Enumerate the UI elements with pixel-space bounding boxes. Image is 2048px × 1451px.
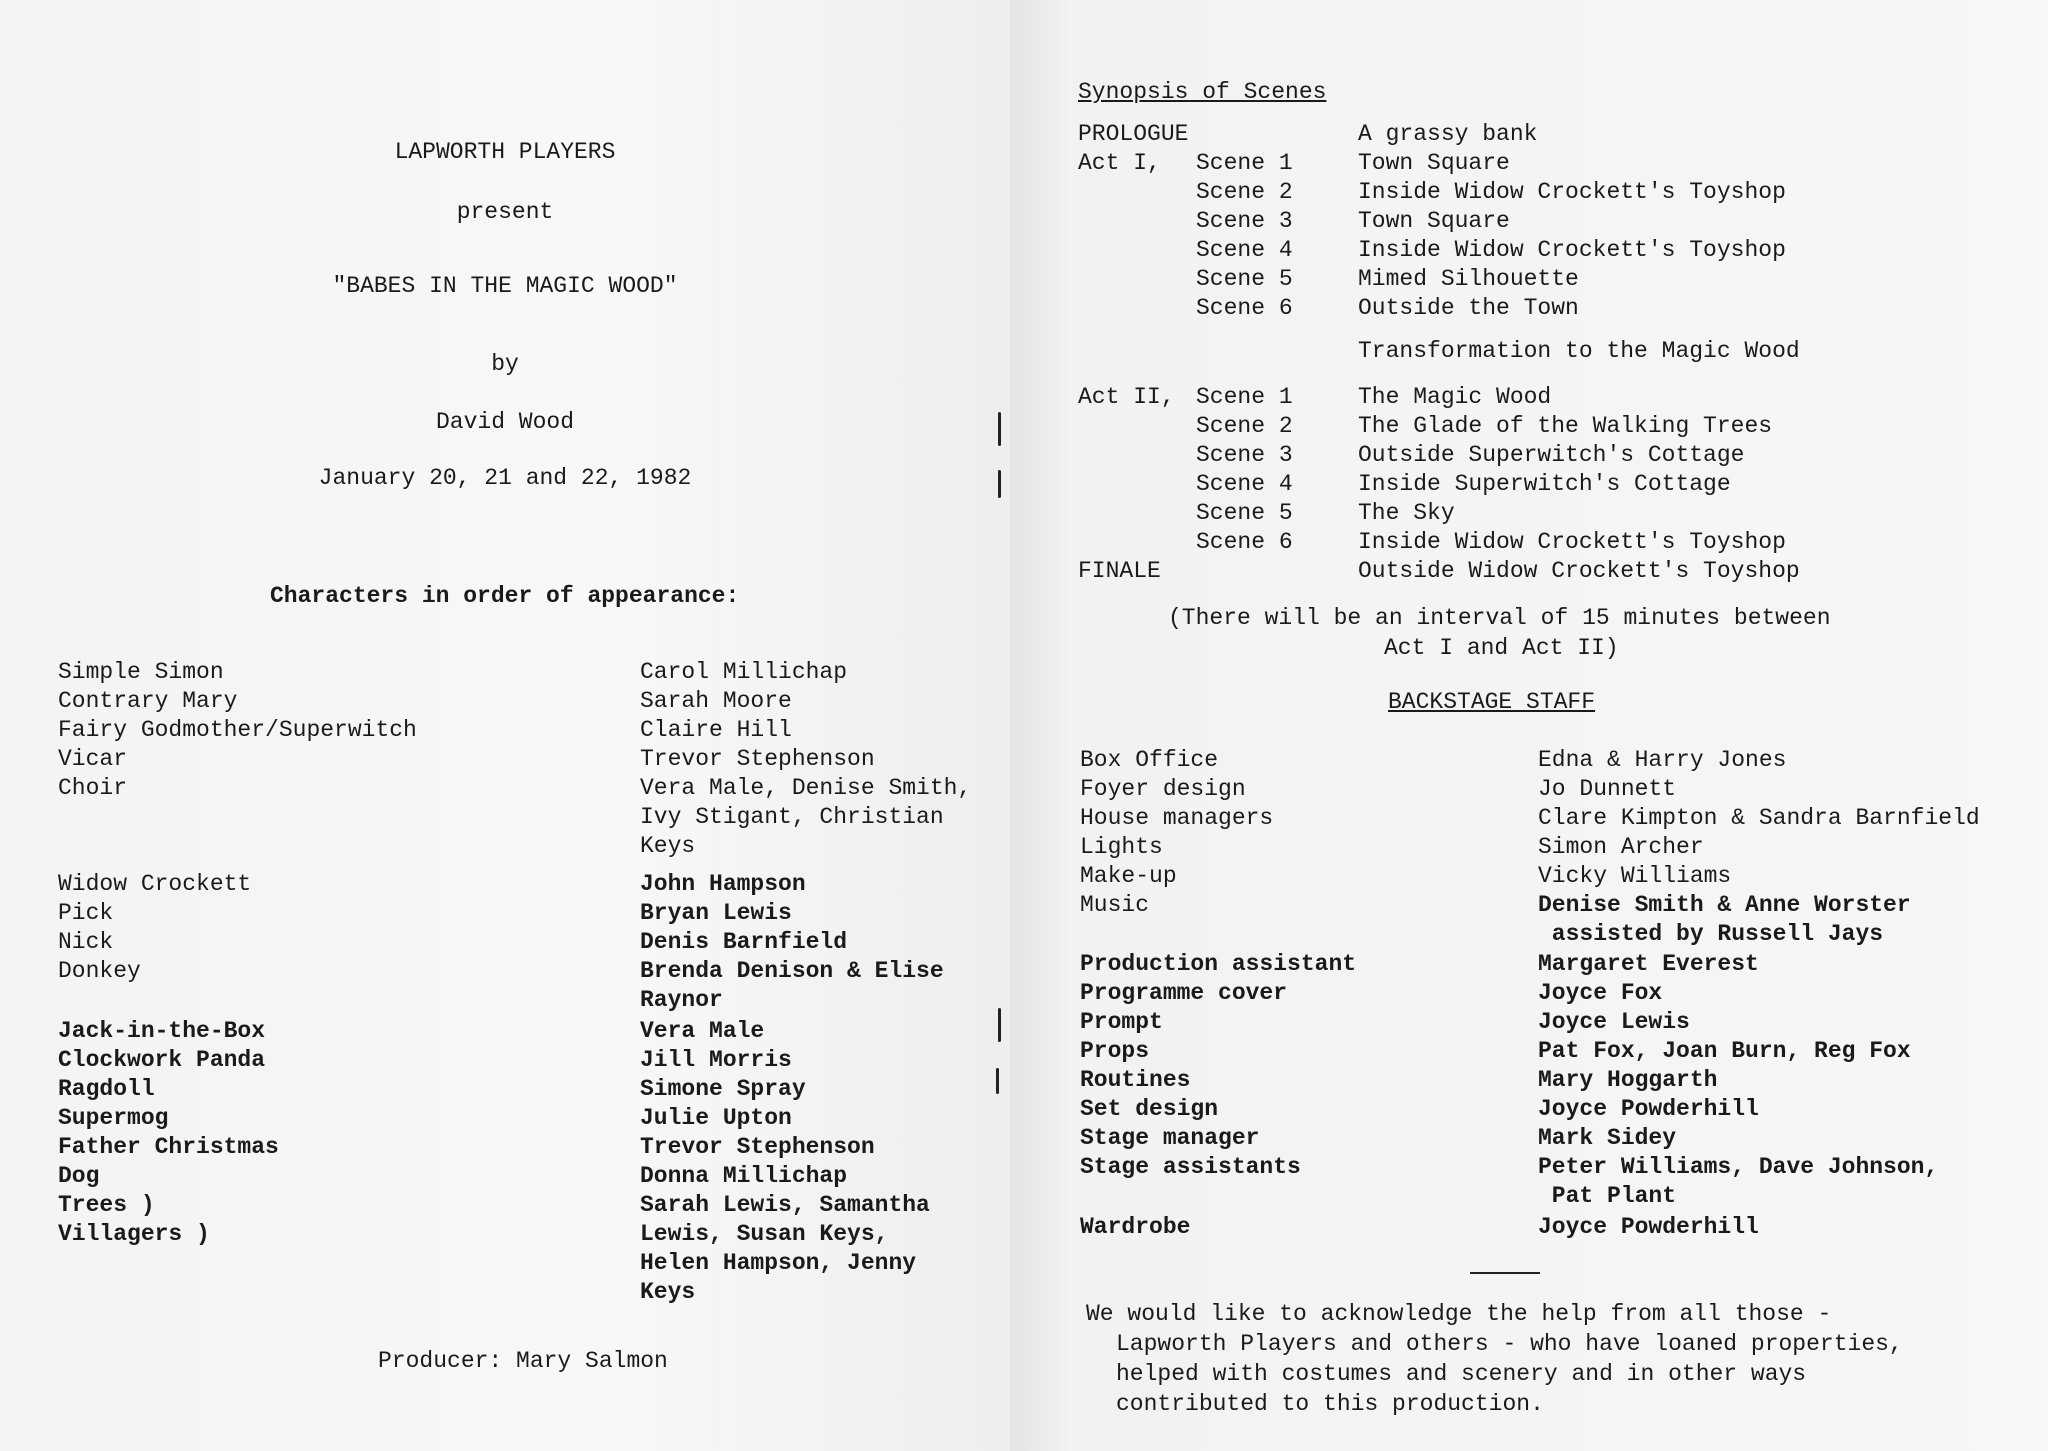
scene-act: FINALE [1078, 558, 1161, 584]
spine-mark [996, 1068, 999, 1094]
scene-number: Scene 5 [1196, 500, 1293, 526]
cast-role: Father Christmas [58, 1134, 279, 1160]
scene-setting: The Glade of the Walking Trees [1358, 413, 1773, 439]
cast-actor: Claire Hill [640, 717, 792, 743]
synopsis-heading: Synopsis of Scenes [1078, 79, 1327, 105]
spine-mark [998, 470, 1001, 498]
by-label: by [491, 351, 519, 377]
cast-actor: Carol Millichap [640, 659, 848, 685]
staff-job: Programme cover [1080, 980, 1288, 1006]
staff-job: Stage assistants [1080, 1154, 1301, 1180]
cast-actor: Sarah Lewis, Samantha [640, 1192, 930, 1218]
staff-name: Clare Kimpton & Sandra Barnfield [1538, 805, 1980, 831]
cast-actor: Trevor Stephenson [640, 746, 875, 772]
cast-role: Dog [58, 1163, 100, 1189]
staff-job: Production assistant [1080, 951, 1357, 977]
scene-setting: Inside Widow Crockett's Toyshop [1358, 529, 1786, 555]
staff-job: House managers [1080, 805, 1274, 831]
cast-actor: Brenda Denison & Elise [640, 958, 944, 984]
characters-heading: Characters in order of appearance: [270, 583, 740, 609]
staff-name: Vicky Williams [1538, 863, 1732, 889]
cast-actor: Denis Barnfield [640, 929, 848, 955]
scene-setting: Outside the Town [1358, 295, 1579, 321]
staff-job: Stage manager [1080, 1125, 1260, 1151]
cast-role: Simple Simon [58, 659, 224, 685]
cast-actor: Simone Spray [640, 1076, 806, 1102]
cast-actor: Lewis, Susan Keys, [640, 1221, 889, 1247]
scene-number: Scene 3 [1196, 442, 1293, 468]
staff-job: Box Office [1080, 747, 1219, 773]
scene-number: Scene 2 [1196, 179, 1293, 205]
scene-setting: Outside Superwitch's Cottage [1358, 442, 1745, 468]
cast-role: Contrary Mary [58, 688, 238, 714]
staff-name: Pat Fox, Joan Burn, Reg Fox [1538, 1038, 1911, 1064]
staff-name: Joyce Fox [1538, 980, 1663, 1006]
interval-note-line2: Act I and Act II) [1384, 635, 1619, 661]
scene-setting: A grassy bank [1358, 121, 1538, 147]
performance-dates: January 20, 21 and 22, 1982 [318, 465, 692, 491]
scene-number: Scene 5 [1196, 266, 1293, 292]
scene-number: Scene 6 [1196, 295, 1293, 321]
cast-actor: Sarah Moore [640, 688, 792, 714]
staff-name: Joyce Lewis [1538, 1009, 1690, 1035]
cast-role: Choir [58, 775, 128, 801]
cast-role: Supermog [58, 1105, 169, 1131]
cast-actor: Vera Male [640, 1018, 765, 1044]
cast-actor: Helen Hampson, Jenny [640, 1250, 917, 1276]
scene-setting: Mimed Silhouette [1358, 266, 1579, 292]
staff-name: assisted by Russell Jays [1538, 921, 1884, 947]
cast-actor: Keys [640, 833, 696, 859]
spine-mark [998, 1008, 1001, 1042]
cast-actor: Donna Millichap [640, 1163, 848, 1189]
scene-setting: Inside Widow Crockett's Toyshop [1358, 179, 1786, 205]
left-page [0, 0, 1010, 1451]
staff-job: Foyer design [1080, 776, 1246, 802]
cast-role: Donkey [58, 958, 141, 984]
cast-actor: Jill Morris [640, 1047, 792, 1073]
staff-job: Set design [1080, 1096, 1219, 1122]
staff-job: Routines [1080, 1067, 1191, 1093]
cast-actor: Vera Male, Denise Smith, [640, 775, 972, 801]
backstage-heading: BACKSTAGE STAFF [1388, 689, 1596, 715]
cast-role: Ragdoll [58, 1076, 155, 1102]
acknowledgement-line2: Lapworth Players and others - who have loaned properties, [1116, 1331, 1903, 1357]
cast-actor: Ivy Stigant, Christian [640, 804, 944, 830]
cast-role: Villagers ) [58, 1221, 210, 1247]
staff-name: Simon Archer [1538, 834, 1704, 860]
acknowledgement-line3: helped with costumes and scenery and in other ways [1116, 1361, 1807, 1387]
staff-job: Wardrobe [1080, 1214, 1191, 1240]
staff-name: Denise Smith & Anne Worster [1538, 892, 1911, 918]
cast-actor: Bryan Lewis [640, 900, 792, 926]
staff-name: Peter Williams, Dave Johnson, [1538, 1154, 1939, 1180]
cast-actor: Raynor [640, 987, 723, 1013]
scene-number: Scene 4 [1196, 237, 1293, 263]
scene-act: Act I, [1078, 150, 1161, 176]
interval-note-line1: (There will be an interval of 15 minutes between [1168, 605, 1831, 631]
section-divider [1470, 1272, 1540, 1274]
scene-setting: The Magic Wood [1358, 384, 1552, 410]
scene-setting: Inside Superwitch's Cottage [1358, 471, 1731, 497]
cast-role: Nick [58, 929, 114, 955]
acknowledgement-line4: contributed to this production. [1116, 1391, 1544, 1417]
acknowledgement-line1: We would like to acknowledge the help from all those - [1086, 1301, 1832, 1327]
scene-act: Act II, [1078, 384, 1175, 410]
cast-role: Trees ) [58, 1192, 155, 1218]
staff-name: Mark Sidey [1538, 1125, 1677, 1151]
scene-setting: Town Square [1358, 208, 1510, 234]
cast-actor: Trevor Stephenson [640, 1134, 875, 1160]
scene-number: Scene 1 [1196, 384, 1293, 410]
staff-name: Margaret Everest [1538, 951, 1759, 977]
scene-setting: Outside Widow Crockett's Toyshop [1358, 558, 1800, 584]
company-name: LAPWORTH PLAYERS [394, 139, 616, 165]
cast-role: Widow Crockett [58, 871, 252, 897]
staff-name: Jo Dunnett [1538, 776, 1677, 802]
staff-job: Make-up [1080, 863, 1177, 889]
cast-role: Vicar [58, 746, 128, 772]
scene-number: Scene 4 [1196, 471, 1293, 497]
scene-setting: Town Square [1358, 150, 1510, 176]
staff-name: Joyce Powderhill [1538, 1214, 1759, 1240]
scene-number: Scene 2 [1196, 413, 1293, 439]
show-title: "BABES IN THE MAGIC WOOD" [332, 273, 678, 299]
scene-setting: The Sky [1358, 500, 1455, 526]
right-page [1010, 0, 2048, 1451]
cast-actor: Julie Upton [640, 1105, 792, 1131]
spine-mark [998, 412, 1001, 446]
author-name: David Wood [435, 409, 575, 435]
cast-actor: John Hampson [640, 871, 806, 897]
scene-setting: Transformation to the Magic Wood [1358, 338, 1800, 364]
staff-name: Edna & Harry Jones [1538, 747, 1787, 773]
staff-job: Prompt [1080, 1009, 1163, 1035]
scene-number: Scene 3 [1196, 208, 1293, 234]
scene-setting: Inside Widow Crockett's Toyshop [1358, 237, 1786, 263]
staff-job: Music [1080, 892, 1150, 918]
cast-role: Fairy Godmother/Superwitch [58, 717, 417, 743]
producer-credit: Producer: Mary Salmon [378, 1348, 668, 1374]
present-label: present [456, 199, 554, 225]
staff-name: Mary Hoggarth [1538, 1067, 1718, 1093]
cast-role: Pick [58, 900, 114, 926]
staff-job: Props [1080, 1038, 1150, 1064]
scene-number: Scene 6 [1196, 529, 1293, 555]
cast-role: Jack-in-the-Box [58, 1018, 266, 1044]
staff-name: Joyce Powderhill [1538, 1096, 1759, 1122]
cast-actor: Keys [640, 1279, 696, 1305]
scene-number: Scene 1 [1196, 150, 1293, 176]
staff-job: Lights [1080, 834, 1163, 860]
scene-act: PROLOGUE [1078, 121, 1189, 147]
cast-role: Clockwork Panda [58, 1047, 266, 1073]
staff-name: Pat Plant [1538, 1183, 1677, 1209]
